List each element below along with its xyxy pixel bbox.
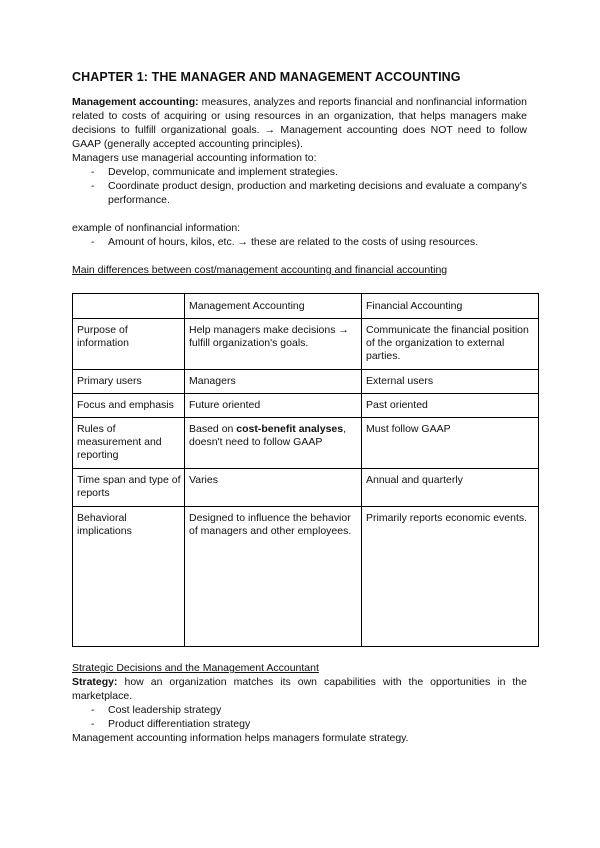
list-item: - Develop, communicate and implement strategies. [72,165,527,179]
nonfinancial-list [72,235,527,249]
management-cell: Varies [185,469,362,507]
strategy-section [72,661,527,745]
header-cell-financial: Financial Accounting [362,294,539,319]
nonfinancial-intro: example of nonfinancial information: [72,222,241,234]
financial-cell: External users [362,370,539,394]
row-label: Focus and emphasis [73,394,185,418]
list-item: - Product differentiation strategy [72,717,527,731]
management-cell: Managers [185,370,362,394]
header-cell-empty [73,294,185,319]
financial-cell: Communicate the financial position of the organization to external parties. [362,319,539,370]
strategy-paragraph [72,675,527,703]
strategy-heading: Strategic Decisions and the Management Accountant [72,662,319,674]
row-label: Time span and type of reports [73,469,185,507]
strategy-term: Strategy: [72,676,118,688]
document-content [72,70,527,745]
list-item: - Amount of hours, kilos, etc. → these are related to the costs of using resources. [72,235,527,249]
management-cell: Future oriented [185,394,362,418]
uses-list [72,165,527,207]
row-label: Behavioral implications [73,507,185,647]
financial-cell: Primarily reports economic events. [362,507,539,647]
list-item: - Cost leadership strategy [72,703,527,717]
management-cell: Help managers make decisions → fulfill organization's goals. [185,319,362,370]
strategy-closing: Management accounting information helps managers formulate strategy. [72,732,409,744]
row-label: Rules of measurement and reporting [73,418,185,469]
definition-paragraph [72,95,527,151]
list-item: - Coordinate product design, production and marketing decisions and evaluate a company's performance. [72,179,527,207]
management-cell: Designed to influence the behavior of managers and other employees. [185,507,362,647]
differences-heading: Main differences between cost/management accounting and financial accounting [72,264,448,276]
row-label: Purpose of information [73,319,185,370]
header-cell-management: Management Accounting [185,294,362,319]
financial-cell: Annual and quarterly [362,469,539,507]
definition-term: Management accounting: [72,96,199,108]
row-label: Primary users [73,370,185,394]
table-row [73,394,539,418]
table-row [73,370,539,394]
financial-cell: Past oriented [362,394,539,418]
management-cell: Based on cost-benefit analyses, doesn't need to follow GAAP [185,418,362,469]
strategy-list [72,703,527,731]
table-row [73,507,539,647]
table-header-row [73,294,539,319]
comparison-table [72,293,539,647]
cost-benefit-term: cost-benefit analyses [236,423,344,435]
table-row [73,319,539,370]
chapter-title: CHAPTER 1: THE MANAGER AND MANAGEMENT ACCOUNTING [72,70,461,84]
financial-cell: Must follow GAAP [362,418,539,469]
table-row [73,418,539,469]
definition-text: measures, analyzes and reports financial and nonfinancial information related to costs of acquiring or using resources in an organization, that helps managers make decisions to fulfill organizational goals. → Management accounting does NOT need to follow GAAP (generally accepted accounting principles). [72,96,527,150]
uses-intro: Managers use managerial accounting information to: [72,152,317,164]
table-row [73,469,539,507]
strategy-text: how an organization matches its own capabilities with the opportunities in the marketplace. [72,676,527,702]
